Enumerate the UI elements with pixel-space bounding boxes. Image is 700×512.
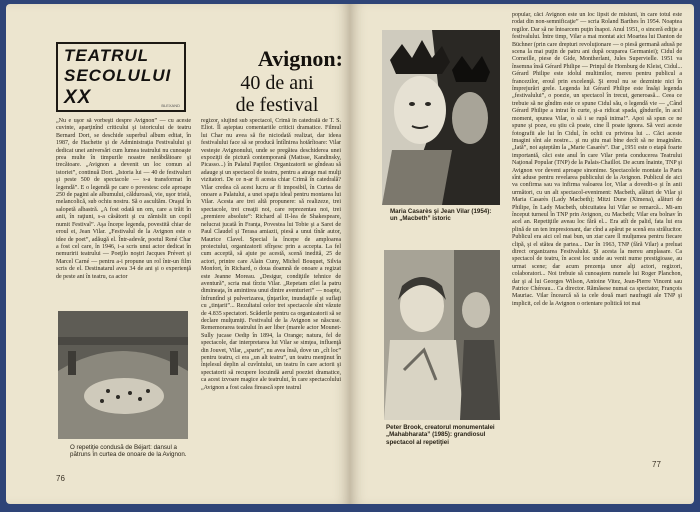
left-page-number: 76: [56, 474, 65, 483]
right-column: popular, căci Avignon este un loc lipsit de misiuni, în care totul este rodat din non-semnificaţie” — scria Roland Barthes în 1954. Noaptea regilor. Dar să ne întoarcem puţin înapoi. Anul 1951, o sinceră ediţie a festivalului. Între timp, Vilar a mai montat aici Moartea lui Danton de Büchner (prin care drepturi revoluţionare — o piesă germană adusă pe scena la mai puţin de patru ani după ocuparea Germaniei); Cidul de Corneille, piese de Gide, Montherlant, Jules Supervielle. 1951 va însemna însă Gérard Philipe — Prinţul de Homburg de Kleist, Cidul... Gérard Philipe este idolul multimilor, mereu pentru publicul a francezilor, eroul prin excelenţă. Şi eroul nu se dezminte nici în împrejurări grele. Legenda lui Gérard Philipe este însăşi legenda „festivalului”, o poezie, un spectacol în trecut, generoasă... Ceea ce trebuie să ne gîndim este ce spune Cidul său, o legendă vie — „Când Gérard Philipe a intrat în curte, şi-a ridicat spada, gîndurile, în acel moment, spunea Vilar, o să i se rupă inima!”. Apoi să spun ce ne spune şi poze, eu ştiu că poate, cine îl poate ignora. Să vezi aceste fotografii ale lui în Cidul, în ochii cu privirea lui ... Căci aceste imagini sînt ale nostre... şi nu ştiu mai bine decît să ne imaginăm. „Iată”, noi aşteptăm la „Marie Casarès”. Dar „1951 este o etapă foarte importantă, căci este anul în care Vilar preia conducerea Teatrului Naţional Popular (TNP) de la Palais-Chaillot. De acum înainte, TNP şi Avignon vor deveni aproape sinonime. Spectacolele montate la Paris sînt aduse pentru revelarea publicului de la Avignon. Publicul de aici va confirma sau va infirma valoarea lor, Vilar a dovedit-o şi în anii următori, cu un alt spectacol-eveniment: Macbeth, alături de Vilar şi Maria Casarès (Lady Macbeth); Mitzi Dune (Ximena), alături de Philipe, în Lady Macbeth, ubicuitatea lui Vilar se remarcă... Mi-am început turneul în TNP prin Avignon, cu Macbeth; Vilar era bolnav în acel an. Repetiţiile aveau loc fără el... Era atît de palid, fata lui era plină de un ten impresionant, dar cînd a apărut pe scenă era strălucitor. Publicul era aici cel mai bun, un ziar care îl mulţumea pentru fiecare clipă, şi el stătea de partea... Dar în 1963, TNP (fără Vilar) a preluat direct organizarea Festivalului. Şi acesta la mereu amplasare. Ca spectacol de teatru, în acest loc unde au venit nume prestigioase, au urmat scene; dar acum prezenţa unor alţi actori, regizori, colaboratori... Noi trebuie să cunoaştem numele lui Roger Planchon, dar şi al lui Georges Wilson, Antoine Vitez, Jean-Pierre Vincent sau Patrice Chéreau... Ca director. Rămăsese numai ca spectator, François Mauriac. Vilar încearcă să ia cele două mari naufragii ale TNP şi implicit, cel de la Avignon o orientare politică tot mai: [512, 12, 682, 307]
masthead-credit: BLEXAND: [161, 103, 180, 108]
macbeth-illustration: [382, 30, 500, 205]
headline-line-2: 40 de ani: [240, 72, 314, 94]
masthead-line-2: SECOLULUI: [64, 66, 172, 85]
headline-line-1: Avignon:: [257, 46, 343, 71]
left-page: [6, 4, 350, 504]
masthead-line-3: XX: [64, 87, 92, 108]
brook-illustration: [384, 250, 500, 420]
masthead-line-1: TEATRUL: [64, 46, 150, 65]
right-photo1-caption: Maria Casarès şi Jean Vilar (1954): un „Macbeth” istoric: [390, 208, 492, 223]
right-page: [350, 4, 694, 504]
right-page-number: 77: [652, 460, 661, 469]
left-column-2: regizor, slujind sub spectacol, Crimă în catedrală de T. S. Eliot. Îl aşteptau comentariile criticii dramatice. Filmul lui Char nu avea să fie niciodată realizat, dar ideea festivalului face să se producă întîlnirea hotărîtoare: Vilar vesteşte Avignonului, unde se pregătea deschiderea unei expoziţii de pictură contemporană (Matisse, Kandinsky, Picasso...) în Palatul Papilor. Organizatorii se gîndeau să adauge şi un spectacol de teatru, pentru a atrage mai mulţi vizitatori. De ce n-ar fi acesta chiar Crimă în catedrală? Vilar credea că acest lucru ar fi imposibil, în Curtea de onoare a Palatului, a unei spaţiu ideal pentru montarea lui Vilar. Acesta are trei altă propunere: să realizeze, trei spectacole, trei creaţii noi, care reprezentau noi, trei „premiere absolute”: Richard al II-lea de Shakespeare, nelucrat jucată în Franţa, Povestea lui Tobie şi a Sarei de Paul Claudel şi Terasa amiazii, piesă a unui tînăr autor, Maurice Clavel. Special la începe de amploarea proiectului, organizatorii sfîrşesc prin a accepta. La fel cum acceptă, să ajute pe acestă, scenă inedită, 25 de actori, printre care Alain Cuny, Michel Bouquet, Silvia Monfort, în Richard, o doua doamnă de onoare a regizat este Jeanne Moreau. „Desigur, condiţiile tehnice de aventură”, scria mai tîrziu Vilar. „Repetam zilei la patru dimineaţa, în amintirea unui dintre aventurieri” — noapte, înfruntînd şi pulverizarea, ţînţarilor, inundaţiile şi suflaţi cu „tinţarii”... Rezultatul celor trei spectacole sînt văzute de 4.835 spectatori. Scăderile pentru ca organizatorii să se declare mulţumiţi. Festivalul de la Avignon se născuse. Rememorarea teatrului în aer liber (marele actor Mounet-Sully jucase Oedip în 1894, la Orange; natura, fel de spectacole, dar interpretarea lui Vilar se simţea, influenţă din Jouvet, Vilar, „sparte”, nu avea însă, dove un „cît loc” pentru teatru, ci era „un alt teatru”, un teatru menţinut în înţelesul deplin al cuvîntului, un teatru în care actorii şi spectatorii să recupere locuindă aerul poeziei dramatice, ca acest izvoare magice ale teatrului, în care spectacolului „Avignon a fost calea firească spre teatrul: [201, 118, 341, 391]
article-headline: [211, 46, 343, 116]
left-photo-caption: O repetiţie condusă de Béjart: dansul a pătruns în curtea de onoare de la Avignon.: [70, 444, 187, 459]
right-photo2-caption: Peter Brook, creatorul monumentalei „Mahabharata” (1985): grandiosul spectacol al repetiţiei: [386, 424, 495, 446]
peter-brook-photo: [384, 250, 500, 420]
rehearsal-illustration: [58, 311, 188, 439]
section-masthead: [56, 42, 186, 112]
left-column-1: „Nu e uşor să vorbeşti despre Avignon” — cu aceste cuvinte, aparţinînd criticului şi istoricului de teatru Bernard Dort, se deschide superbul album editat, în 1987, de Hachette şi de Administraţia Festivalului şi dedicat unei aniversări cum lumea teatrului nu cunoaşte prea multe în timpurile noastre nerăbdătoare şi trecătoare. „Avignon a devenit un loc comun al istoriei”, continuă Dort. „Istoria lui — 40 de festivaluri şi peste 500 de spectacole — s-a transformat în legendă”. E o legendă pe care o povestesc cele aproape 250 de pagini ale albumului, călduroasă, vie, uşor tristă, melancolică, sub ochiu nostru. Să o ascultăm. Oraşul în salopetă albastră. „A fost odată un om, care a trăit în anii, în raţiuni, s-a căsătorit şi cu zămislit un copil numit Festival”. Aşa începe legenda, povestită chiar de eroul ei, Jean Vilar. „Festivalul de la Avignon este o idee de poet”, adăugă el. Într-adevăr, poetul René Char a fost cel care, în 1946, i-a scris unui actor dedicat în nemuririi teatrului — Poeţilo noştri Jacques Prévert şi Marcel Carné — pentru a-i propune un rol într-un film scris de el. Destinatarul avea 34 de ani şi o experienţă de peste ani în teatru, ca actor: [56, 118, 191, 280]
headline-line-3: de festival: [235, 94, 319, 116]
casares-vilar-macbeth-photo: [382, 30, 500, 205]
bejart-rehearsal-photo: [58, 311, 188, 439]
